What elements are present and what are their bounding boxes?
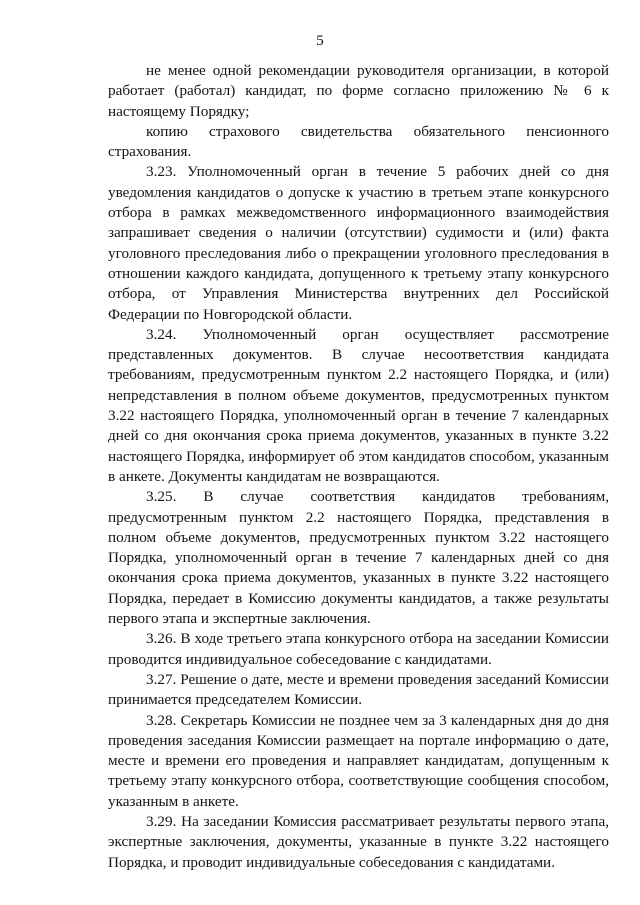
page-number: 5 (316, 33, 324, 49)
paragraph-3-23: 3.23. Уполномоченный орган в течение 5 рабочих дней со дня уведомления кандидатов о допуске к участию в третьем этапе конкурсного отбора в рамках межведомственного информационного взаимодействия запрашивает сведения о наличии (отсутствии) судимости и (или) факта уголовного преследования либо о прекращении уголовного преследования в отношении каждого кандидата, допущенного к третьему этапу конкурсного отбора, от Управления Министерства внутренних дел Российской Федерации по Новгородской области. (108, 163, 609, 323)
paragraph-3-28: 3.28. Секретарь Комиссии не позднее чем за 3 календарных дня до дня проведения заседания Комиссии размещает на портале информацию о дате, месте и времени его проведения и направляет кандидатам, допущенным к третьему этапу конкурсного отбора, соответствующие сообщения способом, указанным в анкете. (108, 711, 609, 810)
paragraph-insurance-certificate: копию страхового свидетельства обязательного пенсионного страхования. (108, 122, 609, 161)
paragraph-3-26: 3.26. В ходе третьего этапа конкурсного отбора на заседании Комиссии проводится индивидуальное собеседование с кандидатами. (108, 630, 609, 668)
paragraph-insurance-certificate-line1 (108, 122, 609, 163)
paragraph-recommendation: не менее одной рекомендации руководителя организации, в которой работает (работал) кандидат, по форме согласно приложению № 6 к настоящему Порядку; (108, 62, 609, 120)
paragraph-3-25: 3.25. В случае соответствия кандидатов требованиям, предусмотренным пунктом 2.2 настоящего Порядка, представления в полном объеме документов, предусмотренных пунктом 3.22 настоящего Порядка, уполномоченный орган в течение 7 календарных дней со дня окончания срока приема документов, указанных в пункте 3.22 настоящего Порядка, передает в Комиссию документы кандидатов, а также результаты первого этапа и экспертные заключения. (108, 488, 609, 628)
paragraph-3-24: 3.24. Уполномоченный орган осуществляет рассмотрение представленных документов. В случае несоответствия кандидата требованиям, предусмотренным пунктом 2.2 настоящего Порядка, и (или) непредставления в полном объеме документов, предусмотренных пунктом 3.22 настоящего Порядка, уполномоченный орган в течение 7 календарных дней со дня окончания срока приема документов, указанных в пункте 3.22 настоящего Порядка, информирует об этом кандидатов способом, указанным в анкете. Документы кандидатам не возвращаются. (108, 325, 609, 485)
document-body (108, 61, 609, 873)
paragraph-3-29: 3.29. На заседании Комиссия рассматривает результаты первого этапа, экспертные заключения, документы, указанные в пункте 3.22 настоящего Порядка, и проводит индивидуальные собеседования с кандидатами. (108, 812, 609, 871)
paragraph-3-27: 3.27. Решение о дате, месте и времени проведения заседаний Комиссии принимается председателем Комиссии. (108, 670, 609, 709)
